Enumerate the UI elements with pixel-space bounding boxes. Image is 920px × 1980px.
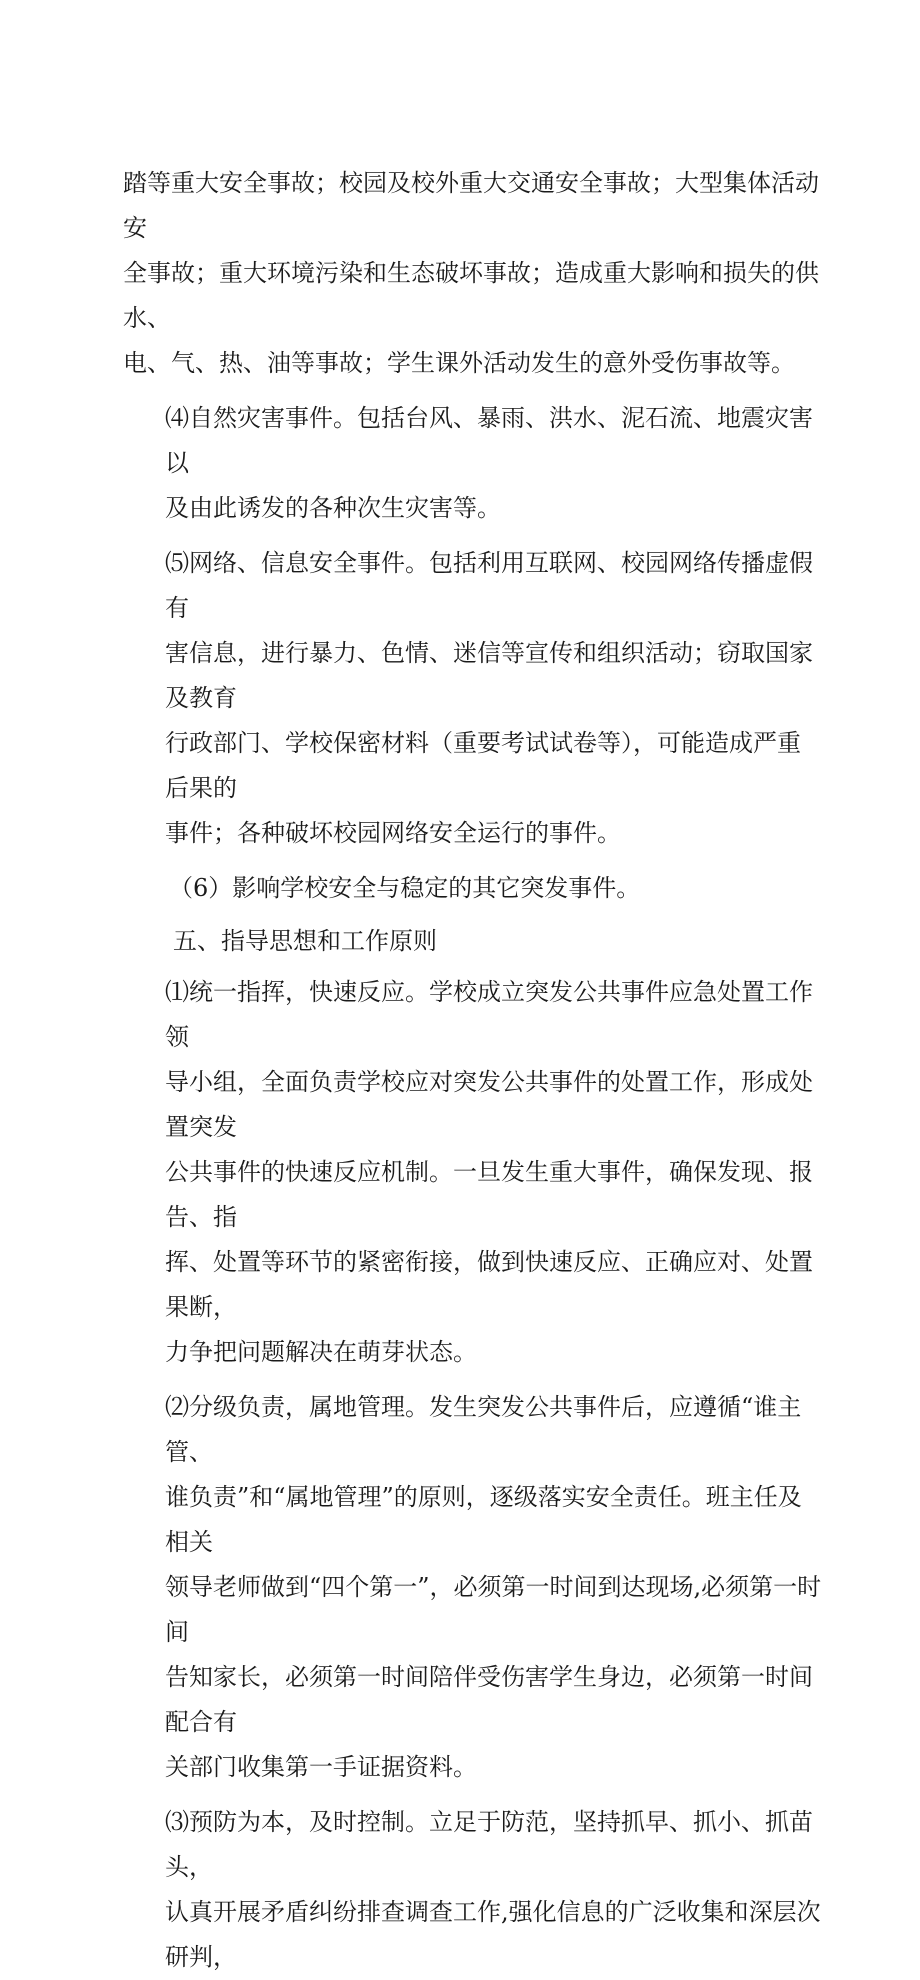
paragraph-other-events: （6）影响学校安全与稳定的其它突发事件。 xyxy=(169,874,641,902)
paragraph-network-security: ⑸网络、信息安全事件。包括利用互联网、校园网络传播虚假有 害信息，进行暴力、色情、迷信等宣传和组织活动；窃取国家及教育 行政部门、学校保密材料（重要考试试卷等），可能造成严重后果的 事件；各种破坏校园网络安全运行的事件。 xyxy=(165,549,813,847)
paragraph-natural-disasters: ⑷自然灾害事件。包括台风、暴雨、洪水、泥石流、地震灾害以 及由此诱发的各种次生灾害等。 xyxy=(165,404,813,522)
paragraph-principle-unified-command: ⑴统一指挥，快速反应。学校成立突发公共事件应急处置工作领 导小组，全面负责学校应对突发公共事件的处置工作，形成处置突发 公共事件的快速反应机制。一旦发生重大事件，确保发现、报告、指 挥、处置等环节的紧密衔接，做到快速反应、正确应对、处置果断， 力争把问题解决在萌芽状态。 xyxy=(165,978,813,1366)
paragraph-principle-graded-responsibility: ⑵分级负责，属地管理。发生突发公共事件后，应遵循“谁主管、 谁负责”和“属地管理”的原则，逐级落实安全责任。班主任及相关 领导老师做到“四个第一”，必须第一时间到达现场,必须第一时间 告知家长，必须第一时间陪伴受伤害学生身边，必须第一时间配合有 关部门收集第一手证据资料。 xyxy=(165,1393,822,1781)
document-body xyxy=(123,161,823,1980)
section-heading-guiding-principles: 五、指导思想和工作原则 xyxy=(173,927,437,955)
paragraph-principle-prevention: ⑶预防为本，及时控制。立足于防范，坚持抓早、抓小、抓苗头， 认真开展矛盾纠纷排查调查工作,强化信息的广泛收集和深层次研判， xyxy=(165,1808,821,1971)
paragraph-accidents-continued: 踏等重大安全事故；校园及校外重大交通安全事故；大型集体活动安 全事故；重大环境污染和生态破坏事故；造成重大影响和损失的供水、 电、气、热、油等事故；学生课外活动发生的意外受伤事故等。 xyxy=(123,169,819,377)
